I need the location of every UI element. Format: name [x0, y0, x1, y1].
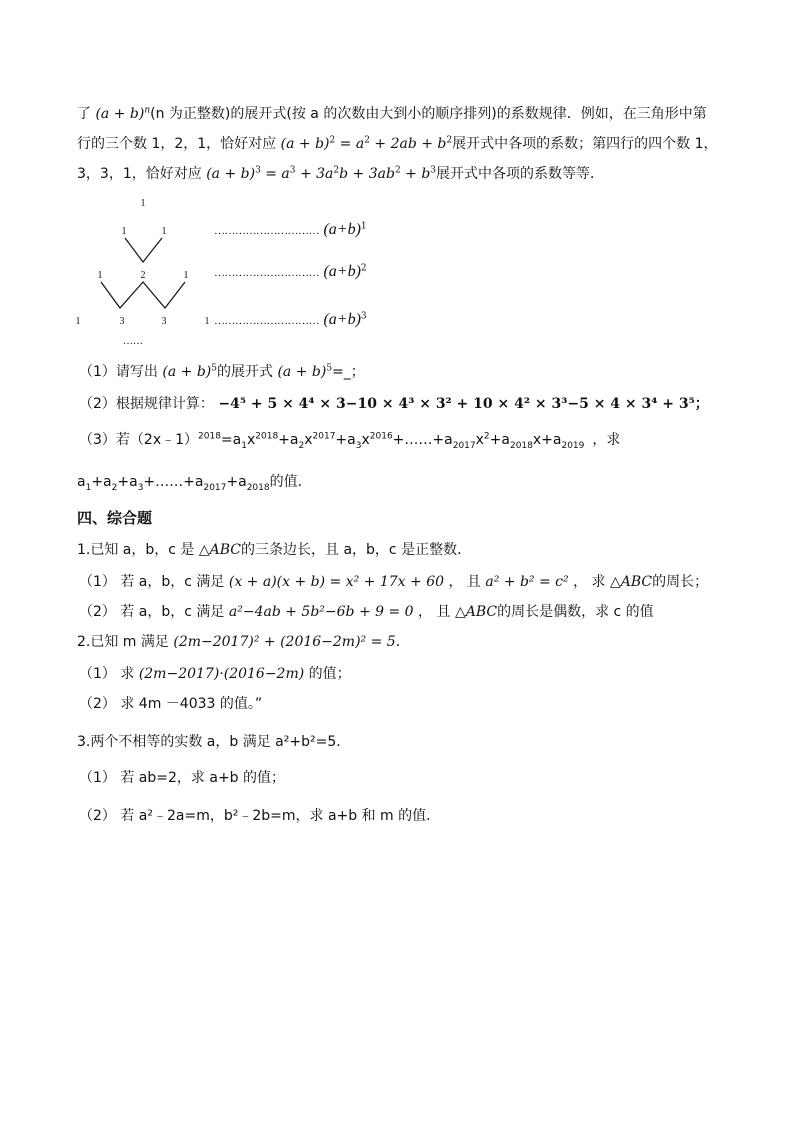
subscript: 2017 [203, 482, 227, 493]
question-1 [79, 362, 365, 382]
text: x [361, 432, 370, 448]
tri-num: 1 [75, 316, 81, 327]
tri-num: 3 [161, 316, 167, 327]
tri-num: 1 [140, 198, 146, 209]
exponent: 2 [394, 165, 401, 176]
tri-num: 1 [204, 316, 210, 327]
text: 的值． [269, 474, 312, 490]
text: （1） 若 a，b，c 满足 [79, 574, 225, 590]
math: (2m−2017)·(2016−2m) [138, 666, 305, 682]
text: 2.已知 m 满足 [77, 634, 169, 650]
math: = a [335, 136, 365, 152]
problem-3-q2: （2） 若 a²﹣2a=m，b²﹣2b=m，求 a+b 和 m 的值． [79, 808, 441, 824]
text: x [304, 432, 313, 448]
problem-1 [77, 540, 471, 560]
math: (x + a)(x + b) = x² + 17x + 60 [228, 574, 445, 590]
question-3-cont [77, 472, 312, 492]
exponent: 2017 [312, 431, 336, 442]
math: (a + b) [95, 106, 145, 122]
section-heading: 四、综合题 [77, 509, 153, 527]
text: +a [91, 474, 112, 490]
subscript: 3 [355, 440, 362, 451]
math: (a + b) [162, 364, 212, 380]
label-row-2 [214, 262, 367, 283]
tri-num: 3 [119, 316, 125, 327]
intro-line-1 [77, 104, 707, 124]
problem-3: 3.两个不相等的实数 a，b 满足 a²+b²=5． [77, 734, 351, 750]
text: (n 为正整数)的展开式(按 a 的次数由大到小的顺序排列)的系数规律．例如，在三角形中第 [150, 106, 707, 122]
exponent: 3 [430, 165, 437, 176]
tri-ellipsis: …… [123, 336, 143, 347]
math: −4⁵ + 5 × 4⁴ × 3−10 × 4³ × 3² + 10 × 4² × 3³−5 × 4 × 3⁴ + 3⁵； [218, 396, 709, 412]
exponent: 3 [360, 311, 367, 322]
text: （3）若（2x﹣1） [79, 432, 199, 448]
math: △ABC [454, 604, 498, 620]
label-row-3 [214, 310, 367, 331]
problem-1-q1 [79, 572, 708, 592]
text: ， 且 [448, 574, 481, 590]
text: 的周长是偶数，求 c 的值 [497, 604, 654, 620]
subscript: 2019 [561, 440, 585, 451]
exponent: 2 [329, 135, 336, 146]
math: + b [400, 166, 431, 182]
math: b + 3ab [339, 166, 395, 182]
exponent: 1 [360, 221, 367, 232]
question-2 [79, 394, 709, 414]
exponent: n [144, 105, 151, 116]
exponent: 2 [333, 165, 340, 176]
math: a² + b² = c² [485, 574, 569, 590]
text: ，求 [592, 432, 621, 448]
text: 1.已知 a，b，c 是 [77, 542, 195, 558]
math: (a + b) [206, 166, 256, 182]
text: 了 [77, 106, 91, 122]
exponent: 2018 [198, 431, 221, 442]
text: +a [335, 432, 356, 448]
math: △ABC [198, 542, 242, 558]
subscript: 2018 [246, 482, 270, 493]
text: a [77, 474, 86, 490]
subscript: 1 [241, 440, 247, 451]
text: 的值； [308, 666, 351, 682]
exponent: 3 [255, 165, 261, 176]
math: + 2ab + b [369, 136, 447, 152]
dot-leader: ………………………… [214, 315, 319, 327]
text: +a [226, 474, 247, 490]
subscript: 1 [85, 482, 92, 493]
subscript: 3 [137, 482, 144, 493]
text: （1）请写出 [79, 364, 158, 380]
exponent: 2018 [255, 431, 279, 442]
problem-2-q2: （2） 求 4m －4033 的值。” [79, 696, 263, 712]
exponent: 3 [289, 165, 296, 176]
text: （1） 求 [79, 666, 135, 682]
text: +a [117, 474, 138, 490]
math: a²−4ab + 5b²−6b + 9 = 0 [228, 604, 414, 620]
tri-num: 1 [97, 270, 103, 281]
subscript: 2 [111, 482, 118, 493]
text: （2）根据规律计算： [79, 396, 214, 412]
exponent: 2016 [369, 431, 393, 442]
intro-line-3 [77, 164, 604, 184]
math: (a + b) [277, 364, 327, 380]
label-row-1 [214, 220, 367, 241]
math: (2m−2017)² + (2016−2m)² = 5 [173, 634, 396, 650]
text: 的三条边长，且 a，b，c 是正整数． [241, 542, 472, 558]
exponent: 2 [360, 263, 367, 274]
exponent: 5 [211, 363, 217, 374]
text: x [246, 432, 256, 448]
dot-leader: ………………………… [214, 225, 319, 237]
math: (a + b) [280, 136, 330, 152]
text: （2） 若 a，b，c 满足 [79, 604, 225, 620]
exponent: 2 [483, 431, 490, 442]
text: 3，3，1，恰好对应 [77, 166, 202, 182]
binomial-label: (a+b) [323, 311, 361, 328]
question-3 [79, 430, 620, 450]
text: 行的三个数 1，2，1，恰好对应 [77, 136, 277, 152]
text: +……+a [143, 474, 204, 490]
math: △ABC [609, 574, 653, 590]
math: + 3a [295, 166, 334, 182]
exponent: 2 [364, 135, 370, 146]
text: +a [489, 432, 510, 448]
text: ． [395, 634, 410, 650]
problem-1-q2 [79, 602, 654, 622]
text: 的周长； [652, 574, 709, 590]
binomial-label: (a+b) [323, 221, 361, 238]
math: = a [260, 166, 290, 182]
subscript: 2 [298, 440, 305, 451]
tri-num: 1 [121, 226, 127, 237]
text: 展开式中各项的系数；第四行的四个数 1， [452, 136, 718, 152]
problem-2 [77, 632, 410, 652]
text: 展开式中各项的系数等等． [436, 166, 605, 182]
text: =_； [332, 364, 365, 380]
text: +a [278, 432, 299, 448]
problem-2-q1 [79, 664, 351, 684]
text: =a [220, 432, 242, 448]
text: +……+a [392, 432, 453, 448]
binomial-label: (a+b) [323, 263, 361, 280]
exponent: 5 [326, 363, 333, 374]
problem-3-q1: （1） 若 ab=2，求 a+b 的值； [79, 770, 286, 786]
text: ， 且 [418, 604, 451, 620]
text: x [475, 432, 484, 448]
tri-num: 2 [140, 270, 146, 281]
text: 的展开式 [216, 364, 273, 380]
dot-leader: ………………………… [214, 267, 319, 279]
text: ， 求 [573, 574, 606, 590]
exponent: 2 [446, 135, 453, 146]
tri-num: 1 [161, 226, 167, 237]
tri-num: 1 [183, 270, 189, 281]
text: x+a [532, 432, 562, 448]
subscript: 2017 [452, 440, 476, 451]
intro-line-2 [77, 134, 718, 154]
subscript: 2018 [509, 440, 533, 451]
